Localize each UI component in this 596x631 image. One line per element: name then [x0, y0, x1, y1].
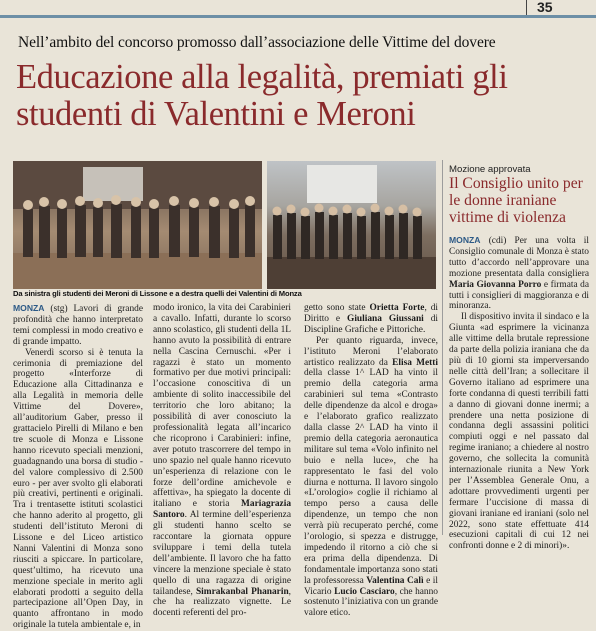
article-kicker: Nell’ambito del concorso promosso dall’associazione delle Vittime del dovere — [18, 34, 496, 51]
article-text: , di Diritto e — [304, 303, 439, 324]
page-number-text: 35 — [537, 0, 553, 15]
article-column-3 — [304, 303, 438, 619]
sidebar-dateline: MONZA — [449, 235, 481, 245]
sidebar-title: Il Consiglio unito per le donne iraniane vittime di violenza — [449, 175, 583, 226]
photo-caption: Da sinistra gli studenti dei Meroni di Lissone e a destra quelli dei Valentini di Monza — [13, 289, 302, 298]
headline: Educazione alla legalità, premiati gli studenti di Valentini e Meroni — [16, 58, 508, 133]
person-name: Maria Giovanna Porro — [449, 279, 542, 290]
sidebar-paragraph: (cdi) Per una volta il Consiglio comunale di Monza è stato tutto d’accordo nell’approvare una mozione presentata dalla consigliera — [449, 236, 590, 279]
article-text: e il Vicario — [304, 575, 439, 597]
sidebar-kicker: Mozione approvata — [449, 164, 531, 175]
article-text: di Discipline Grafiche e Pittoriche. — [304, 313, 439, 335]
sidebar-paragraph: Il dispositivo invita il sindaco e la Giunta «ad esprimere la vicinanza alle vittime della brutale repressione da parte della polizia iraniana che da più di 10 giorni sta imperversando nelle città dell’Iran; a sollecitare il Governo italiano ad esprimere una forte condanna di questi terribili fatti a danno di giovani donne inermi; a prendere una netta posizione di condanna degli assassini politici compiuti oggi e nel passato dal regime iraniano; a chiedere al nostro governo, che sollecita la comunità internazionale riunita a New York per l’Assemblea Generale Onu, a adottare provvedimenti urgenti per fermare l’uccisione di massa di giovani iraniane ed iraniani (solo nel 2022, sono state effettuate 414 esecuzioni capitali di cui 12 nei confronti donne e 2 di minori)». — [449, 312, 589, 552]
article-text: , che hanno sostenuto l’iniziativa con un grande valore etico. — [304, 586, 438, 619]
person-name: Valentina Calì — [366, 575, 424, 586]
article-paragraph: modo ironico, la vita dei Carabinieri a cavallo. Infatti, durante lo scorso anno scolastico, gli studenti della 1L hanno avuto la possibilità di entrare nella Cascina Cernuschi. «Per i ragazzi è stato un momento formativo per due motivi principali: l’occasione conoscitiva di un ambiente di solito inaccessibile del territorio che loro abitano; la possibilità di aver conosciuto la professionalità legata all’incarico che ricoprono i Carabinieri: infine, aver potuto trascorrere del tempo in uno spazio nel quale hanno ricevuto un’esperienza di relazione con le forze dell’ordine amichevole e affettiva», ha spiegato la docente di italiano e storia — [153, 303, 291, 510]
article-paragraph: (stg) Lavori di grande profondità che hanno interpretato temi complessi in modo creativo e di grande impatto. — [13, 304, 143, 347]
person-name: Simrakanbal Phanarin — [195, 586, 289, 597]
article-paragraph: Venerdì scorso si è tenuta la cerimonia di premiazione del progetto «Interforze di Educazione alla Cittadinanza e alla Legalità in memoria delle Vittime del Dovere», all’auditorium Gaber, presso il grattacielo Pirelli di Milano e ben tre scuole di Monza e Lissone hanno ricevuto speciali menzioni, guadagnando una borsa di studio - del valore complessivo di 2.500 euro - per aver svolto gli elaborati più creativi, pertinenti e originali. Tra i trentasette istituti scolastici che hanno aderito al progetto, gli studenti dell’istituto Meroni di Lissone e del Liceo artistico Nanni Valentini di Monza sono riusciti a spiccare. In particolare, quest’ultimo, ha ricevuto una menzione speciale in merito agli elaborati prodotti a seguito della partecipazione all’Open Day, in quanto affrontano in modo originale la tutela ambientale e, in — [13, 347, 143, 631]
top-rule — [0, 15, 596, 18]
article-text: . Al termine dell’esperienza gli studenti hanno scelto se raccontare la giornata oppure sviluppare i temi della tutela dell’ambiente. Il lavoro che ha fatto vincere la menzione speciale è stato quello di una ragazza di origine tailandese, — [153, 510, 291, 597]
column-divider — [442, 160, 443, 535]
article-text: della classe 1^ LAD ha vinto il premio della categoria arma carabinieri sul tema «Contrasto delle dipendenze da alcol e droga» e l’elaborato grafico realizzato dalla classe 2^ LAD ha vinto il premio della categoria aeronautica militare sul tema «Volo infinito nel buio e nella luce», che ha rappresentato le fasi del volo diurna e notturna. Il lavoro singolo «L’orologio» coglie il richiamo al tempo perso a causa delle dipendenze, un tempo che non verrà più recuperato perché, come l’orologio, si spezza e distrugge, impedendo il ritorno a ciò che si era prima della dipendenza. Di fondamentale importanza sono stati la professoressa — [304, 368, 438, 586]
page-number — [526, 0, 561, 16]
article-paragraph: Per quanto riguarda, invece, l’istituto Meroni l’elaborato artistico realizzato da — [304, 335, 438, 368]
photo-valentini-students — [267, 161, 436, 289]
article-column-1 — [13, 303, 143, 631]
person-name: Orietta Forte — [369, 303, 425, 313]
article-text: , che ha realizzato vignette. Le docenti referenti del pro- — [153, 586, 291, 619]
sidebar-body — [449, 235, 589, 552]
article-paragraph: getto sono state — [304, 303, 366, 313]
person-name: Giuliana Giussani — [347, 313, 424, 324]
dateline: MONZA — [13, 303, 45, 313]
photo-meroni-students — [13, 161, 262, 289]
photo-group — [13, 161, 436, 289]
article-column-2 — [153, 303, 291, 619]
person-name: Elisa Metti — [392, 357, 438, 368]
person-name: Mariagrazia Santoro — [153, 499, 292, 521]
sidebar-text: e firmata da tutti i consiglieri di maggioranza e di minoranza. — [449, 279, 590, 312]
person-name: Lucio Casciaro — [334, 586, 395, 597]
